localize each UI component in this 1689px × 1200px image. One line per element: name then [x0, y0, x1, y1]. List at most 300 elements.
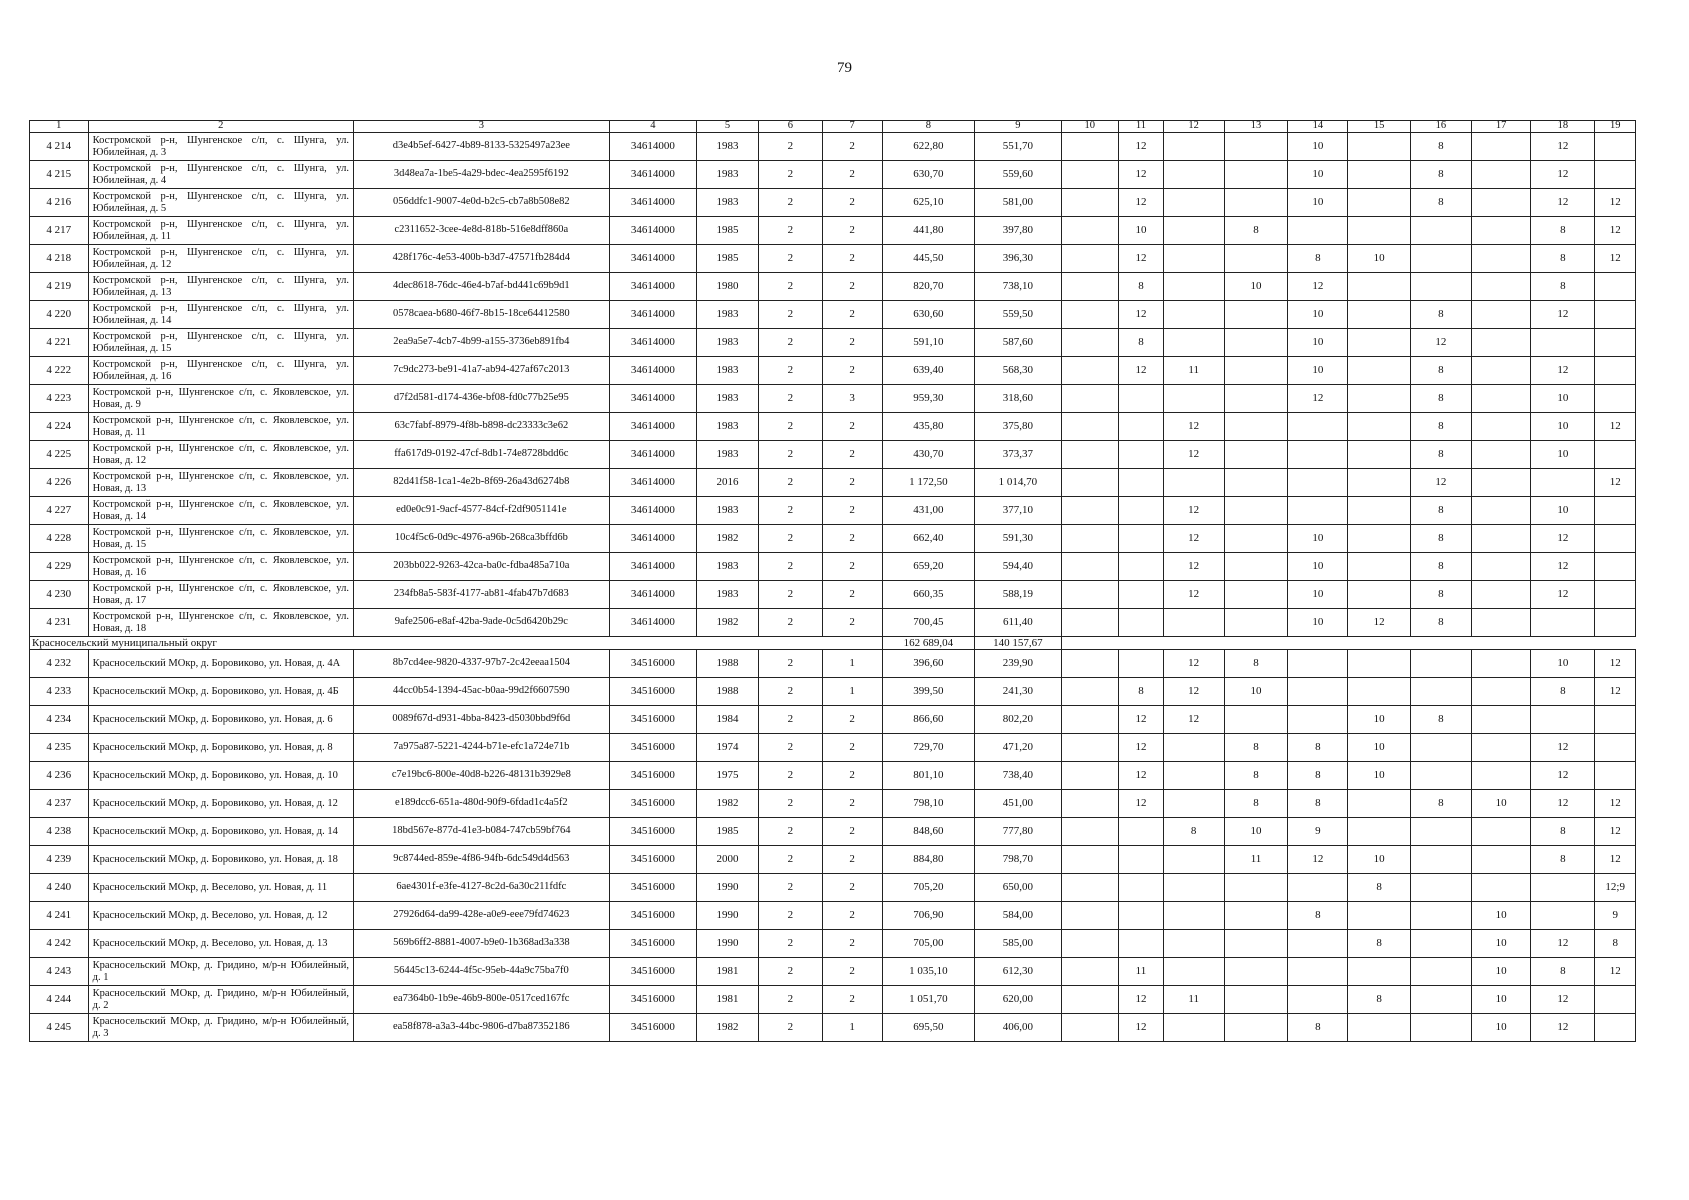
table-cell: Костромской р-н, Шунгенское с/п, с. Яковлевское, ул. Новая, д. 12 — [88, 441, 353, 469]
table-cell: 2 — [822, 357, 882, 385]
table-cell: 34614000 — [609, 441, 696, 469]
table-cell: 2 — [822, 329, 882, 357]
table-cell: e189dcc6-651a-480d-90f9-6fdad1c4a5f2 — [353, 790, 609, 818]
table-cell — [1224, 469, 1288, 497]
table-cell: 4 240 — [30, 874, 89, 902]
table-cell: 1981 — [697, 986, 759, 1014]
table-row — [30, 441, 1636, 469]
registry-table — [29, 120, 1636, 1042]
table-cell — [1471, 846, 1531, 874]
table-cell — [1119, 553, 1164, 581]
table-cell — [1471, 217, 1531, 245]
table-cell: 8b7cd4ee-9820-4337-97b7-2c42eeaa1504 — [353, 650, 609, 678]
table-row — [30, 273, 1636, 301]
table-cell — [1531, 874, 1595, 902]
table-row — [30, 329, 1636, 357]
table-cell: 2 — [822, 958, 882, 986]
table-cell: 12 — [1595, 245, 1636, 273]
table-cell: 1982 — [697, 525, 759, 553]
table-cell: d3e4b5ef-6427-4b89-8133-5325497a23ee — [353, 133, 609, 161]
table-cell — [1061, 385, 1119, 413]
table-cell: 4 242 — [30, 930, 89, 958]
table-cell: 551,70 — [975, 133, 1061, 161]
table-cell: 4 231 — [30, 609, 89, 637]
table-cell: 777,80 — [975, 818, 1061, 846]
table-cell: 10 — [1288, 161, 1348, 189]
table-cell — [1411, 902, 1472, 930]
table-cell — [1288, 678, 1348, 706]
table-row — [30, 217, 1636, 245]
table-cell — [1288, 469, 1348, 497]
table-cell: 10 — [1224, 818, 1288, 846]
table-cell: 8 — [1119, 273, 1164, 301]
table-cell — [1163, 189, 1224, 217]
table-cell — [1595, 762, 1636, 790]
table-cell: 8 — [1411, 301, 1472, 329]
table-cell: 406,00 — [975, 1014, 1061, 1042]
table-cell: 2 — [758, 161, 822, 189]
table-cell: 4 232 — [30, 650, 89, 678]
table-cell: 396,60 — [882, 650, 975, 678]
table-cell: 2 — [758, 133, 822, 161]
table-row — [30, 762, 1636, 790]
table-cell — [1288, 986, 1348, 1014]
column-header-11: 11 — [1119, 121, 1164, 133]
table-cell: 34516000 — [609, 678, 696, 706]
table-cell — [1061, 650, 1119, 678]
table-cell — [1531, 609, 1595, 637]
table-cell: 585,00 — [975, 930, 1061, 958]
table-cell — [1061, 133, 1119, 161]
column-header-19: 19 — [1595, 121, 1636, 133]
table-cell — [1119, 609, 1164, 637]
table-cell: 2 — [758, 441, 822, 469]
table-cell — [1288, 650, 1348, 678]
table-cell: Красносельский МОкр, д. Боровиково, ул. Новая, д. 18 — [88, 846, 353, 874]
table-cell: 2 — [822, 469, 882, 497]
table-cell: 2 — [822, 818, 882, 846]
table-cell: 2 — [822, 245, 882, 273]
table-row — [30, 818, 1636, 846]
table-cell: 12 — [1595, 678, 1636, 706]
table-cell: 8 — [1531, 958, 1595, 986]
table-cell: Красносельский МОкр, д. Боровиково, ул. Новая, д. 12 — [88, 790, 353, 818]
table-cell — [1163, 217, 1224, 245]
table-cell — [1471, 357, 1531, 385]
table-cell: 10 — [1531, 413, 1595, 441]
table-cell — [1224, 189, 1288, 217]
table-cell: 12 — [1411, 469, 1472, 497]
table-cell — [1348, 650, 1411, 678]
table-cell: Красносельский МОкр, д. Гридино, м/р-н Юбилейный, д. 1 — [88, 958, 353, 986]
table-cell: 8 — [1348, 874, 1411, 902]
table-cell: 4 218 — [30, 245, 89, 273]
table-cell: 2 — [822, 706, 882, 734]
table-cell: 705,20 — [882, 874, 975, 902]
table-cell: 659,20 — [882, 553, 975, 581]
table-cell: 8 — [1531, 217, 1595, 245]
table-cell: 848,60 — [882, 818, 975, 846]
table-cell — [1471, 133, 1531, 161]
table-cell — [1595, 706, 1636, 734]
table-cell: 1983 — [697, 161, 759, 189]
table-cell: Костромской р-н, Шунгенское с/п, с. Шунга, ул. Юбилейная, д. 12 — [88, 245, 353, 273]
table-cell — [1595, 301, 1636, 329]
table-cell: 801,10 — [882, 762, 975, 790]
table-cell — [1163, 790, 1224, 818]
table-cell: 1983 — [697, 553, 759, 581]
table-cell: 431,00 — [882, 497, 975, 525]
table-cell: 9 — [1595, 902, 1636, 930]
table-cell: 1985 — [697, 818, 759, 846]
table-cell: 471,20 — [975, 734, 1061, 762]
table-row — [30, 846, 1636, 874]
table-cell: 10 — [1471, 958, 1531, 986]
table-cell: Красносельский МОкр, д. Гридино, м/р-н Юбилейный, д. 3 — [88, 1014, 353, 1042]
table-cell: 63c7fabf-8979-4f8b-b898-dc23333c3e62 — [353, 413, 609, 441]
table-cell: 4 238 — [30, 818, 89, 846]
table-cell: 1 — [822, 650, 882, 678]
table-cell: 587,60 — [975, 329, 1061, 357]
table-cell: 1983 — [697, 581, 759, 609]
table-cell — [1061, 986, 1119, 1014]
column-header-12: 12 — [1163, 121, 1224, 133]
table-cell: 10 — [1471, 930, 1531, 958]
table-cell: 34516000 — [609, 790, 696, 818]
table-cell — [1471, 706, 1531, 734]
table-cell: 4 227 — [30, 497, 89, 525]
table-cell — [1119, 441, 1164, 469]
table-cell: 10 — [1348, 762, 1411, 790]
table-cell: 569b6ff2-8881-4007-b9e0-1b368ad3a338 — [353, 930, 609, 958]
table-cell: 34614000 — [609, 413, 696, 441]
table-cell — [1119, 497, 1164, 525]
table-cell: Костромской р-н, Шунгенское с/п, с. Шунга, ул. Юбилейная, д. 15 — [88, 329, 353, 357]
table-cell: 10 — [1288, 553, 1348, 581]
table-cell: 9c8744ed-859e-4f86-94fb-6dc549d4d563 — [353, 846, 609, 874]
table-cell — [1471, 762, 1531, 790]
table-cell: 27926d64-da99-428e-a0e9-eee79fd74623 — [353, 902, 609, 930]
table-cell — [1224, 161, 1288, 189]
table-cell — [1288, 958, 1348, 986]
table-cell: 8 — [1224, 650, 1288, 678]
table-cell: 8 — [1411, 609, 1472, 637]
table-cell: 34614000 — [609, 329, 696, 357]
table-cell: 10 — [1531, 441, 1595, 469]
table-row — [30, 986, 1636, 1014]
table-cell — [1061, 790, 1119, 818]
table-cell: 12 — [1531, 189, 1595, 217]
table-cell: 239,90 — [975, 650, 1061, 678]
table-cell: 1982 — [697, 1014, 759, 1042]
table-cell — [1163, 958, 1224, 986]
table-cell: 34614000 — [609, 469, 696, 497]
table-cell: Красносельский МОкр, д. Веселово, ул. Новая, д. 11 — [88, 874, 353, 902]
table-cell — [1531, 329, 1595, 357]
table-cell — [1411, 986, 1472, 1014]
table-cell — [1224, 958, 1288, 986]
table-cell — [1061, 762, 1119, 790]
table-cell — [1411, 846, 1472, 874]
table-cell: 8 — [1119, 329, 1164, 357]
column-header-1: 1 — [30, 121, 89, 133]
table-cell: 34614000 — [609, 217, 696, 245]
table-cell — [1348, 497, 1411, 525]
table-cell — [1288, 874, 1348, 902]
table-cell: 588,19 — [975, 581, 1061, 609]
table-cell: 2 — [758, 189, 822, 217]
table-cell: 4 233 — [30, 678, 89, 706]
table-cell — [1061, 161, 1119, 189]
table-row — [30, 1014, 1636, 1042]
table-cell — [1061, 497, 1119, 525]
table-cell: 4 239 — [30, 846, 89, 874]
table-cell — [1531, 706, 1595, 734]
table-cell: 700,45 — [882, 609, 975, 637]
table-cell: 10 — [1471, 986, 1531, 1014]
table-cell: 2 — [822, 930, 882, 958]
table-row — [30, 678, 1636, 706]
table-cell: Костромской р-н, Шунгенское с/п, с. Яковлевское, ул. Новая, д. 14 — [88, 497, 353, 525]
table-row — [30, 734, 1636, 762]
table-cell: 4 221 — [30, 329, 89, 357]
table-cell: 34516000 — [609, 1014, 696, 1042]
table-cell: 8 — [1531, 273, 1595, 301]
table-cell: 2 — [822, 581, 882, 609]
table-cell — [1531, 902, 1595, 930]
table-cell: 10 — [1288, 609, 1348, 637]
table-cell: 1985 — [697, 217, 759, 245]
table-cell: 2 — [822, 734, 882, 762]
table-cell: 34614000 — [609, 189, 696, 217]
table-cell: 0089f67d-d931-4bba-8423-d5030bbd9f6d — [353, 706, 609, 734]
table-cell — [1163, 902, 1224, 930]
table-cell: 1983 — [697, 385, 759, 413]
table-row — [30, 650, 1636, 678]
column-header-10: 10 — [1061, 121, 1119, 133]
table-cell: Красносельский МОкр, д. Веселово, ул. Новая, д. 13 — [88, 930, 353, 958]
table-cell: 10 — [1348, 706, 1411, 734]
table-cell: ea58f878-a3a3-44bc-9806-d7ba87352186 — [353, 1014, 609, 1042]
table-cell: 2 — [822, 497, 882, 525]
table-cell: 12 — [1119, 301, 1164, 329]
table-cell: Костромской р-н, Шунгенское с/п, с. Шунга, ул. Юбилейная, д. 16 — [88, 357, 353, 385]
table-cell — [1471, 818, 1531, 846]
table-cell: 10 — [1471, 902, 1531, 930]
table-cell: Красносельский МОкр, д. Гридино, м/р-н Юбилейный, д. 2 — [88, 986, 353, 1014]
table-cell: 8 — [1224, 217, 1288, 245]
table-cell: 12 — [1531, 930, 1595, 958]
table-cell: 594,40 — [975, 553, 1061, 581]
table-cell: 12 — [1119, 762, 1164, 790]
table-cell: 445,50 — [882, 245, 975, 273]
table-cell — [1471, 874, 1531, 902]
table-cell: 8 — [1531, 245, 1595, 273]
table-cell: 12 — [1163, 706, 1224, 734]
table-cell: 10 — [1348, 846, 1411, 874]
table-cell — [1348, 553, 1411, 581]
table-cell — [1061, 818, 1119, 846]
table-cell: 34614000 — [609, 497, 696, 525]
table-cell: 2 — [758, 301, 822, 329]
table-cell: 2 — [822, 301, 882, 329]
table-cell: Костромской р-н, Шунгенское с/п, с. Яковлевское, ул. Новая, д. 9 — [88, 385, 353, 413]
table-cell — [1163, 874, 1224, 902]
table-cell — [1411, 930, 1472, 958]
table-cell — [1348, 958, 1411, 986]
table-cell: 2 — [758, 734, 822, 762]
table-cell: 2 — [758, 553, 822, 581]
table-cell: 396,30 — [975, 245, 1061, 273]
column-header-2: 2 — [88, 121, 353, 133]
table-cell — [1411, 818, 1472, 846]
table-cell — [1119, 385, 1164, 413]
table-cell: 2 — [758, 413, 822, 441]
table-cell — [1288, 413, 1348, 441]
table-cell: 44cc0b54-1394-45ac-b0aa-99d2f6607590 — [353, 678, 609, 706]
table-cell: 12 — [1288, 273, 1348, 301]
table-cell — [1348, 161, 1411, 189]
table-cell: 2 — [758, 357, 822, 385]
table-cell: 1988 — [697, 650, 759, 678]
table-cell: 34516000 — [609, 650, 696, 678]
table-cell: 802,20 — [975, 706, 1061, 734]
table-cell: 1981 — [697, 958, 759, 986]
table-cell: 8 — [1411, 189, 1472, 217]
table-cell: 234fb8a5-583f-4177-ab81-4fab47b7d683 — [353, 581, 609, 609]
table-cell: 738,10 — [975, 273, 1061, 301]
table-cell — [1595, 581, 1636, 609]
table-cell: 34516000 — [609, 986, 696, 1014]
column-header-4: 4 — [609, 121, 696, 133]
table-cell: 8 — [1163, 818, 1224, 846]
table-cell: 8 — [1595, 930, 1636, 958]
table-cell — [1471, 273, 1531, 301]
table-cell: 34516000 — [609, 762, 696, 790]
table-cell: 12 — [1119, 986, 1164, 1014]
table-cell — [1061, 357, 1119, 385]
table-cell: 11 — [1224, 846, 1288, 874]
table-cell: 373,37 — [975, 441, 1061, 469]
table-cell: 11 — [1163, 986, 1224, 1014]
table-cell — [1224, 706, 1288, 734]
table-cell: 4 220 — [30, 301, 89, 329]
table-cell — [1595, 385, 1636, 413]
table-cell: 12 — [1119, 1014, 1164, 1042]
table-row — [30, 706, 1636, 734]
table-cell — [1471, 678, 1531, 706]
table-cell: 2 — [758, 497, 822, 525]
table-cell: 8 — [1224, 734, 1288, 762]
table-cell: 2 — [822, 525, 882, 553]
table-cell — [1348, 902, 1411, 930]
table-cell — [1471, 553, 1531, 581]
table-cell: 1 — [822, 1014, 882, 1042]
table-cell: 1988 — [697, 678, 759, 706]
table-cell: 2 — [758, 986, 822, 1014]
table-cell: 798,10 — [882, 790, 975, 818]
table-cell: 9 — [1288, 818, 1348, 846]
table-cell: 430,70 — [882, 441, 975, 469]
table-cell: 2 — [822, 846, 882, 874]
table-cell: 397,80 — [975, 217, 1061, 245]
table-cell: 8 — [1348, 986, 1411, 1014]
table-row — [30, 581, 1636, 609]
table-cell: 34614000 — [609, 609, 696, 637]
column-header-3: 3 — [353, 121, 609, 133]
table-cell: 12 — [1348, 609, 1411, 637]
table-cell — [1061, 301, 1119, 329]
table-cell: 375,80 — [975, 413, 1061, 441]
table-cell — [1163, 734, 1224, 762]
table-cell — [1061, 1014, 1119, 1042]
table-cell: 34614000 — [609, 273, 696, 301]
table-cell — [1224, 902, 1288, 930]
table-cell: 959,30 — [882, 385, 975, 413]
table-cell: 1983 — [697, 329, 759, 357]
table-cell: 2 — [758, 678, 822, 706]
table-cell — [1411, 734, 1472, 762]
table-cell — [1411, 958, 1472, 986]
table-cell: 8 — [1411, 133, 1472, 161]
table-cell: 12 — [1595, 469, 1636, 497]
table-cell: 611,40 — [975, 609, 1061, 637]
table-cell — [1595, 734, 1636, 762]
table-cell — [1224, 441, 1288, 469]
table-cell: 662,40 — [882, 525, 975, 553]
table-cell: 12 — [1163, 553, 1224, 581]
table-cell — [1224, 609, 1288, 637]
table-cell: 4 244 — [30, 986, 89, 1014]
table-cell: 10 — [1224, 678, 1288, 706]
table-cell: 4 241 — [30, 902, 89, 930]
table-cell: 1 035,10 — [882, 958, 975, 986]
table-cell — [1471, 413, 1531, 441]
table-cell: 34614000 — [609, 553, 696, 581]
table-cell: 2 — [758, 525, 822, 553]
table-row — [30, 469, 1636, 497]
table-cell: Костромской р-н, Шунгенское с/п, с. Яковлевское, ул. Новая, д. 13 — [88, 469, 353, 497]
table-cell: 10 — [1288, 301, 1348, 329]
table-cell: 2 — [758, 958, 822, 986]
table-cell: 10 — [1288, 525, 1348, 553]
table-cell — [1595, 441, 1636, 469]
table-cell: 12 — [1288, 846, 1348, 874]
table-cell: 056ddfc1-9007-4e0d-b2c5-cb7a8b508e82 — [353, 189, 609, 217]
table-cell: 2 — [758, 245, 822, 273]
table-cell: 34516000 — [609, 902, 696, 930]
table-cell — [1595, 525, 1636, 553]
table-cell: 1985 — [697, 245, 759, 273]
table-cell — [1224, 986, 1288, 1014]
table-cell: 10 — [1288, 329, 1348, 357]
table-cell — [1224, 357, 1288, 385]
table-cell: 34614000 — [609, 385, 696, 413]
table-cell: 1983 — [697, 497, 759, 525]
table-cell: 2 — [758, 273, 822, 301]
table-cell: 2 — [758, 846, 822, 874]
table-cell: 1983 — [697, 301, 759, 329]
table-cell — [1163, 301, 1224, 329]
table-cell: 34516000 — [609, 706, 696, 734]
table-cell — [1163, 245, 1224, 273]
table-cell: 2 — [758, 609, 822, 637]
table-cell — [1163, 609, 1224, 637]
table-row — [30, 609, 1636, 637]
table-cell: 12 — [1119, 790, 1164, 818]
table-cell — [1411, 678, 1472, 706]
table-cell — [1411, 1014, 1472, 1042]
